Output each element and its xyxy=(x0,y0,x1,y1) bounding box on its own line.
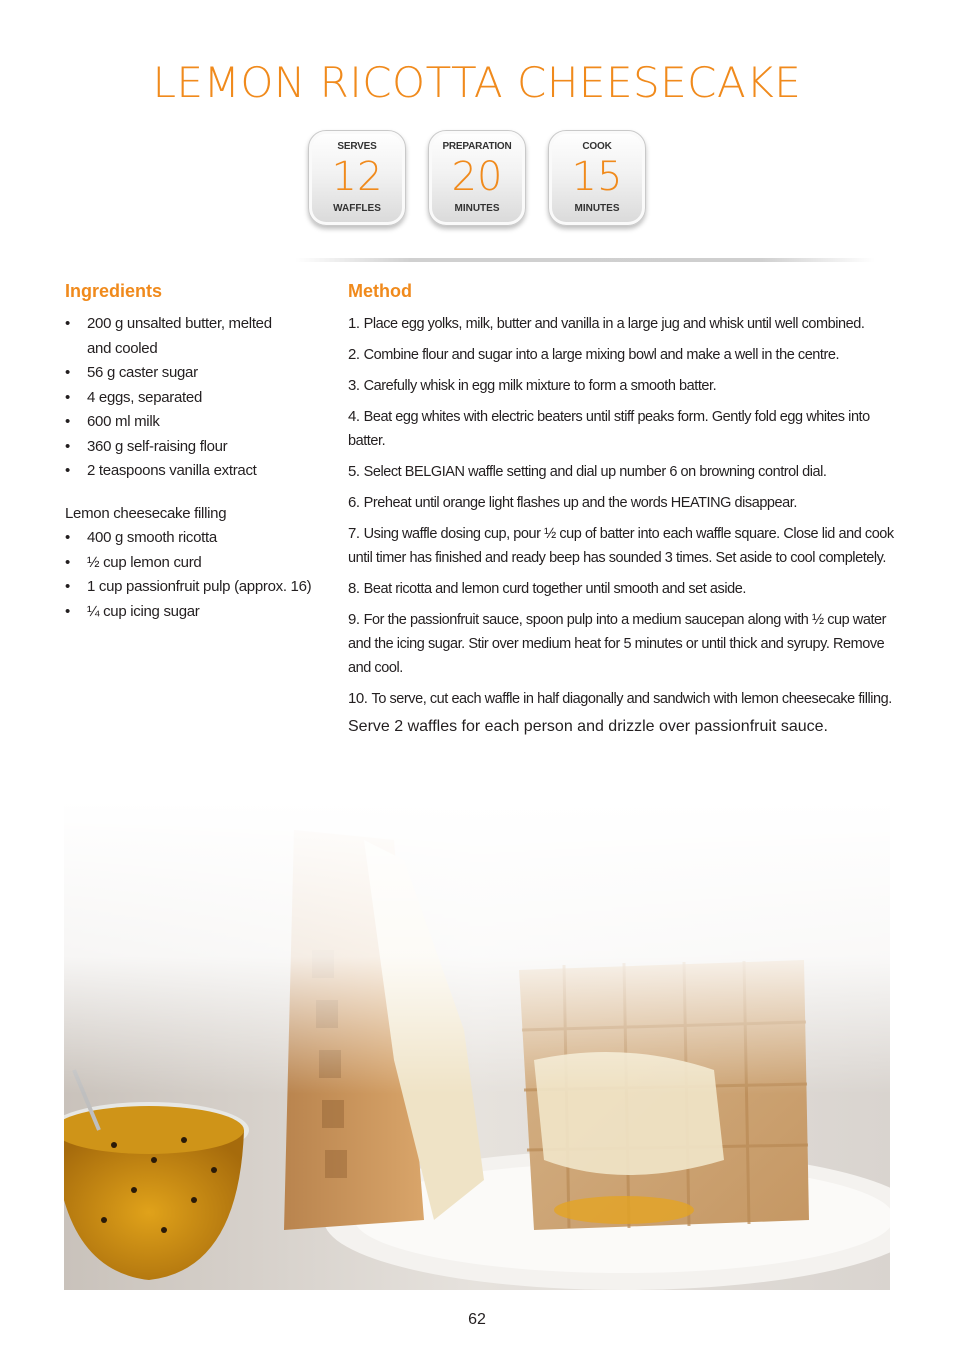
list-item: • 400 g smooth ricotta xyxy=(65,526,325,551)
serves-label: SERVES xyxy=(337,141,377,152)
serves-badge xyxy=(308,130,406,226)
filling-list xyxy=(65,526,325,624)
list-item: • ¼ cup icing sugar xyxy=(65,600,325,625)
list-item: • 600 ml milk xyxy=(65,410,325,435)
list-item: • 4 eggs, separated xyxy=(65,386,325,411)
preparation-unit: MINUTES xyxy=(454,203,500,214)
list-item: • 200 g unsalted butter, melted and cooled xyxy=(65,312,325,361)
method-tail: Serve 2 waffles for each person and drizzle over passionfruit sauce. xyxy=(348,718,828,735)
method-heading: Method xyxy=(348,281,412,301)
method-step: 1. Place egg yolks, milk, butter and vanilla in a large jug and whisk until well combined. xyxy=(348,315,865,332)
preparation-value: 20 xyxy=(451,154,503,200)
method-step: 4. Beat egg whites with electric beaters until stiff peaks form. Gently fold egg whites into batter. xyxy=(348,408,870,449)
method-step: 5. Select BELGIAN waffle setting and dial up number 6 on browning control dial. xyxy=(348,463,827,480)
recipe-photo xyxy=(64,800,890,1290)
recipe-title: LEMON RICOTTA CHEESECAKE xyxy=(152,58,802,107)
method-step: 3. Carefully whisk in egg milk mixture to form a smooth batter. xyxy=(348,377,717,394)
recipe-stats xyxy=(0,130,954,226)
cook-badge xyxy=(548,130,646,226)
section-divider xyxy=(295,258,875,262)
method-step: 2. Combine flour and sugar into a large mixing bowl and make a well in the centre. xyxy=(348,346,840,363)
method-section xyxy=(348,281,896,736)
list-item: • 360 g self-raising flour xyxy=(65,435,325,460)
method-steps xyxy=(348,312,896,711)
method-step: 7. Using waffle dosing cup, pour ½ cup of batter into each waffle square. Close lid and cook until timer has finished and ready beep has sounded 3 times. Set aside to cool completely. xyxy=(348,525,894,566)
preparation-badge xyxy=(428,130,526,226)
list-item: • 2 teaspoons vanilla extract xyxy=(65,459,325,484)
serves-unit: WAFFLES xyxy=(333,203,381,214)
method-step: 9. For the passionfruit sauce, spoon pulp into a medium saucepan along with ½ cup water and the icing sugar. Stir over medium heat for 5 minutes or until thick and syrupy. Remove and cool. xyxy=(348,611,887,676)
method-step: 6. Preheat until orange light flashes up and the words HEATING disappear. xyxy=(348,494,797,511)
page-number: 62 xyxy=(468,1311,486,1328)
method-step: 8. Beat ricotta and lemon curd together until smooth and set aside. xyxy=(348,580,746,597)
cook-label: COOK xyxy=(582,141,612,152)
ingredients-section xyxy=(65,281,325,624)
serves-value: 12 xyxy=(331,154,383,200)
method-step: 10. To serve, cut each waffle in half diagonally and sandwich with lemon cheesecake filling. xyxy=(348,690,892,707)
ingredients-list xyxy=(65,312,325,484)
cook-value: 15 xyxy=(571,154,623,200)
filling-heading: Lemon cheesecake filling xyxy=(65,504,227,522)
preparation-label: PREPARATION xyxy=(442,141,512,152)
list-item: • ½ cup lemon curd xyxy=(65,551,325,576)
ingredients-heading: Ingredients xyxy=(65,281,163,301)
cook-unit: MINUTES xyxy=(574,203,620,214)
list-item: • 56 g caster sugar xyxy=(65,361,325,386)
list-item: • 1 cup passionfruit pulp (approx. 16) xyxy=(65,575,325,600)
